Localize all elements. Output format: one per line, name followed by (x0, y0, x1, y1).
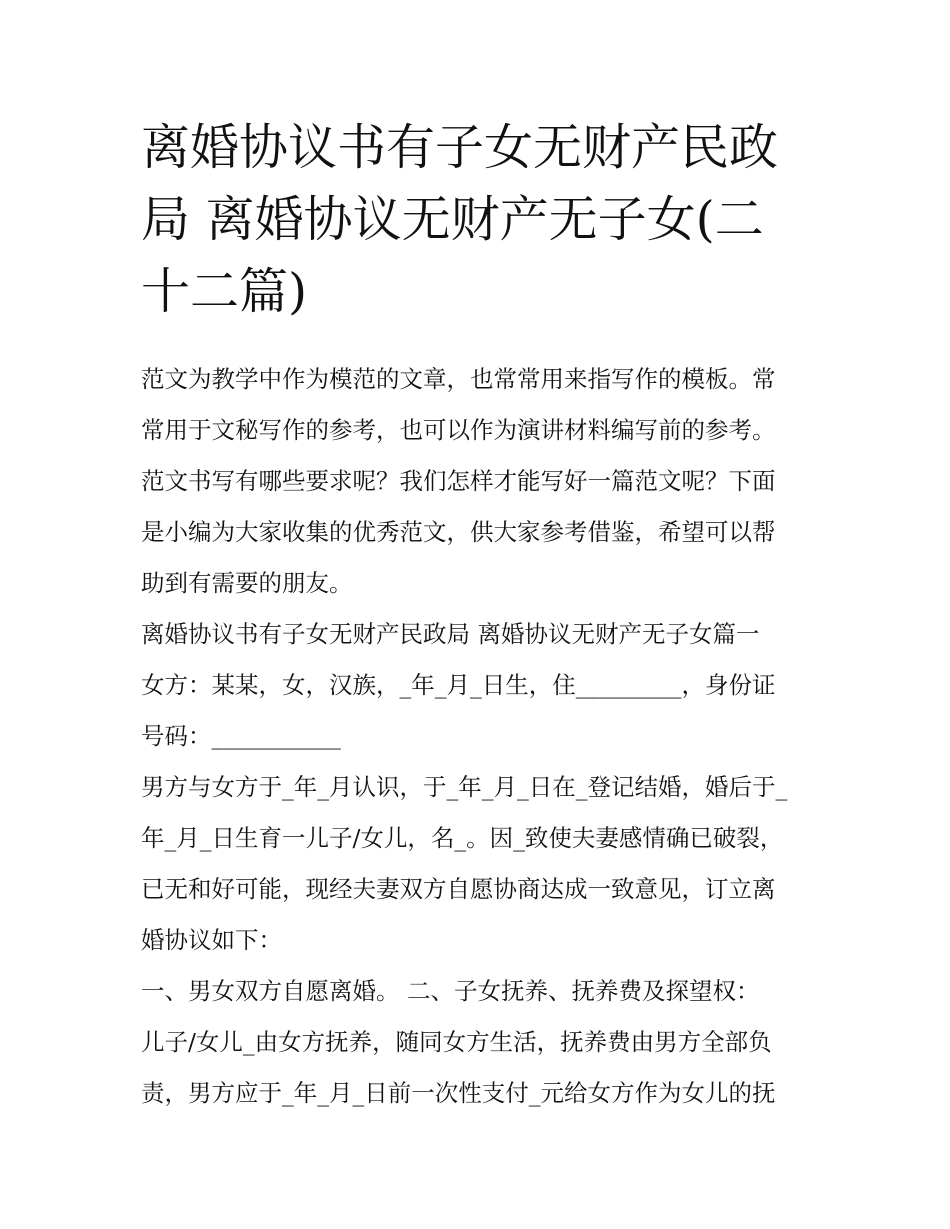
clauses-paragraph (141, 966, 821, 1017)
text-line: 助到有需要的朋友。 (141, 569, 353, 597)
intro-paragraph (141, 354, 821, 609)
text-line: 是小编为大家收集的优秀范文，供大家参考借鉴，希望可以帮 (141, 518, 776, 546)
custody-paragraph (141, 1017, 821, 1119)
text-line: 婚协议如下： (141, 926, 282, 954)
title-line: 局 离婚协议无财产无子女(二 (141, 191, 764, 248)
title-line: 十二篇) (141, 263, 308, 320)
text-line: 号码：___________ (141, 722, 341, 750)
text-line: 女方：某某，女，汉族，_年_月_日生，住_________，身份证 (141, 671, 776, 699)
title-line: 离婚协议书有子女无财产民政 (141, 119, 779, 176)
text-line: 儿子/女儿_由女方抚养，随同女方生活，抚养费由男方全部负 (141, 1028, 772, 1056)
document-body (141, 354, 821, 1119)
text-line: 一、男女双方自愿离婚。 二、子女抚养、抚养费及探望权： (141, 977, 760, 1005)
text-line: 常用于文秘写作的参考，也可以作为演讲材料编写前的参考。 (141, 416, 776, 444)
section-heading (141, 609, 821, 660)
text-line: 已无和好可能，现经夫妻双方自愿协商达成一致意见，订立离 (141, 875, 776, 903)
text-line: 男方与女方于_年_月认识，于_年_月_日在_登记结婚，婚后于_ (141, 773, 788, 801)
marriage-background-paragraph (141, 762, 821, 966)
document-title (141, 112, 821, 328)
text-line: 年_月_日生育一儿子/女儿，名_。因_致使夫妻感情确已破裂， (141, 824, 784, 852)
party-female-paragraph (141, 660, 821, 762)
text-line: 范文书写有哪些要求呢？我们怎样才能写好一篇范文呢？下面 (141, 467, 776, 495)
text-line: 范文为教学中作为模范的文章，也常常用来指写作的模板。常 (141, 365, 776, 393)
text-line: 责，男方应于_年_月_日前一次性支付_元给女方作为女儿的抚 (141, 1079, 776, 1107)
document-page (141, 112, 821, 1119)
text-line: 离婚协议书有子女无财产民政局 离婚协议无财产无子女篇一 (141, 620, 760, 648)
